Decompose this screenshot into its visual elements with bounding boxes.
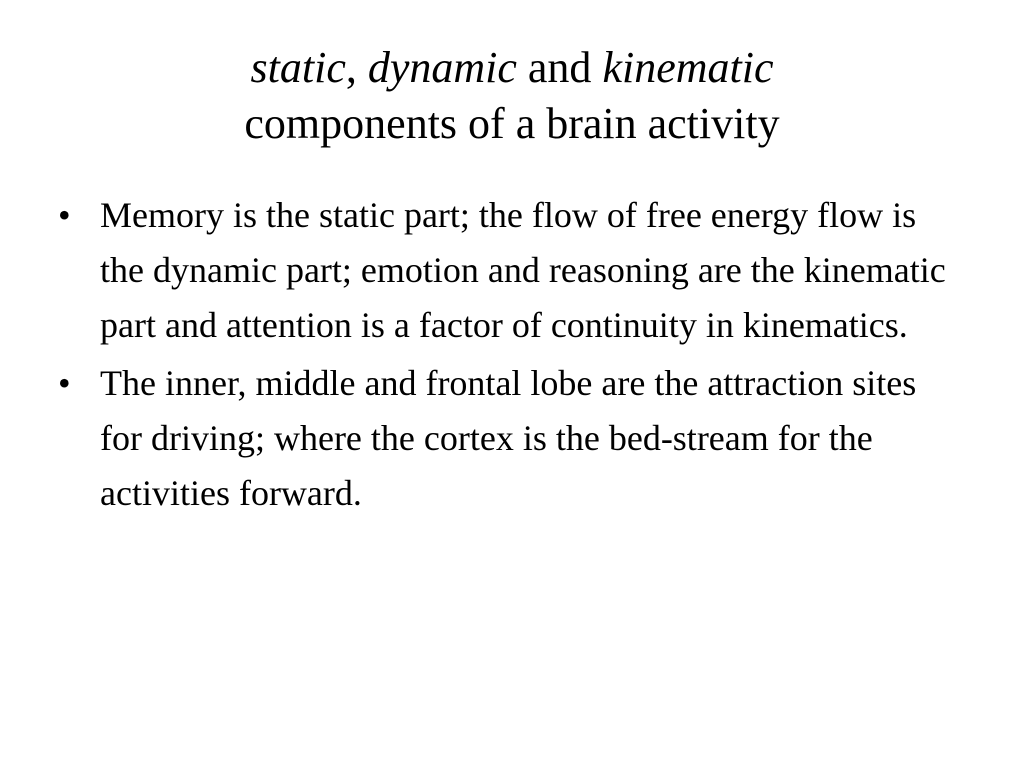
- title-line-1: [0, 40, 1024, 96]
- bullet-text: The inner, middle and frontal lobe are the attraction sites for driving; where the cortex is the bed-stream for the activities forward.: [100, 363, 917, 513]
- title-word-static: static: [250, 43, 346, 92]
- bullet-item: [58, 356, 958, 521]
- slide-title: [0, 40, 1024, 152]
- bullet-item: [58, 188, 958, 353]
- title-line-2: components of a brain activity: [244, 99, 780, 148]
- title-separator: ,: [345, 43, 368, 92]
- bullet-text: Memory is the static part; the flow of free energy flow is the dynamic part; emotion and reasoning are the kinematic part and attention is a factor of continuity in kinematics.: [100, 195, 946, 345]
- title-word-dynamic: dynamic: [367, 43, 517, 92]
- title-separator: and: [516, 43, 603, 92]
- bullet-list: [58, 188, 958, 524]
- bullet-marker: •: [58, 363, 71, 403]
- bullet-marker: •: [58, 195, 71, 235]
- title-word-kinematic: kinematic: [602, 43, 774, 92]
